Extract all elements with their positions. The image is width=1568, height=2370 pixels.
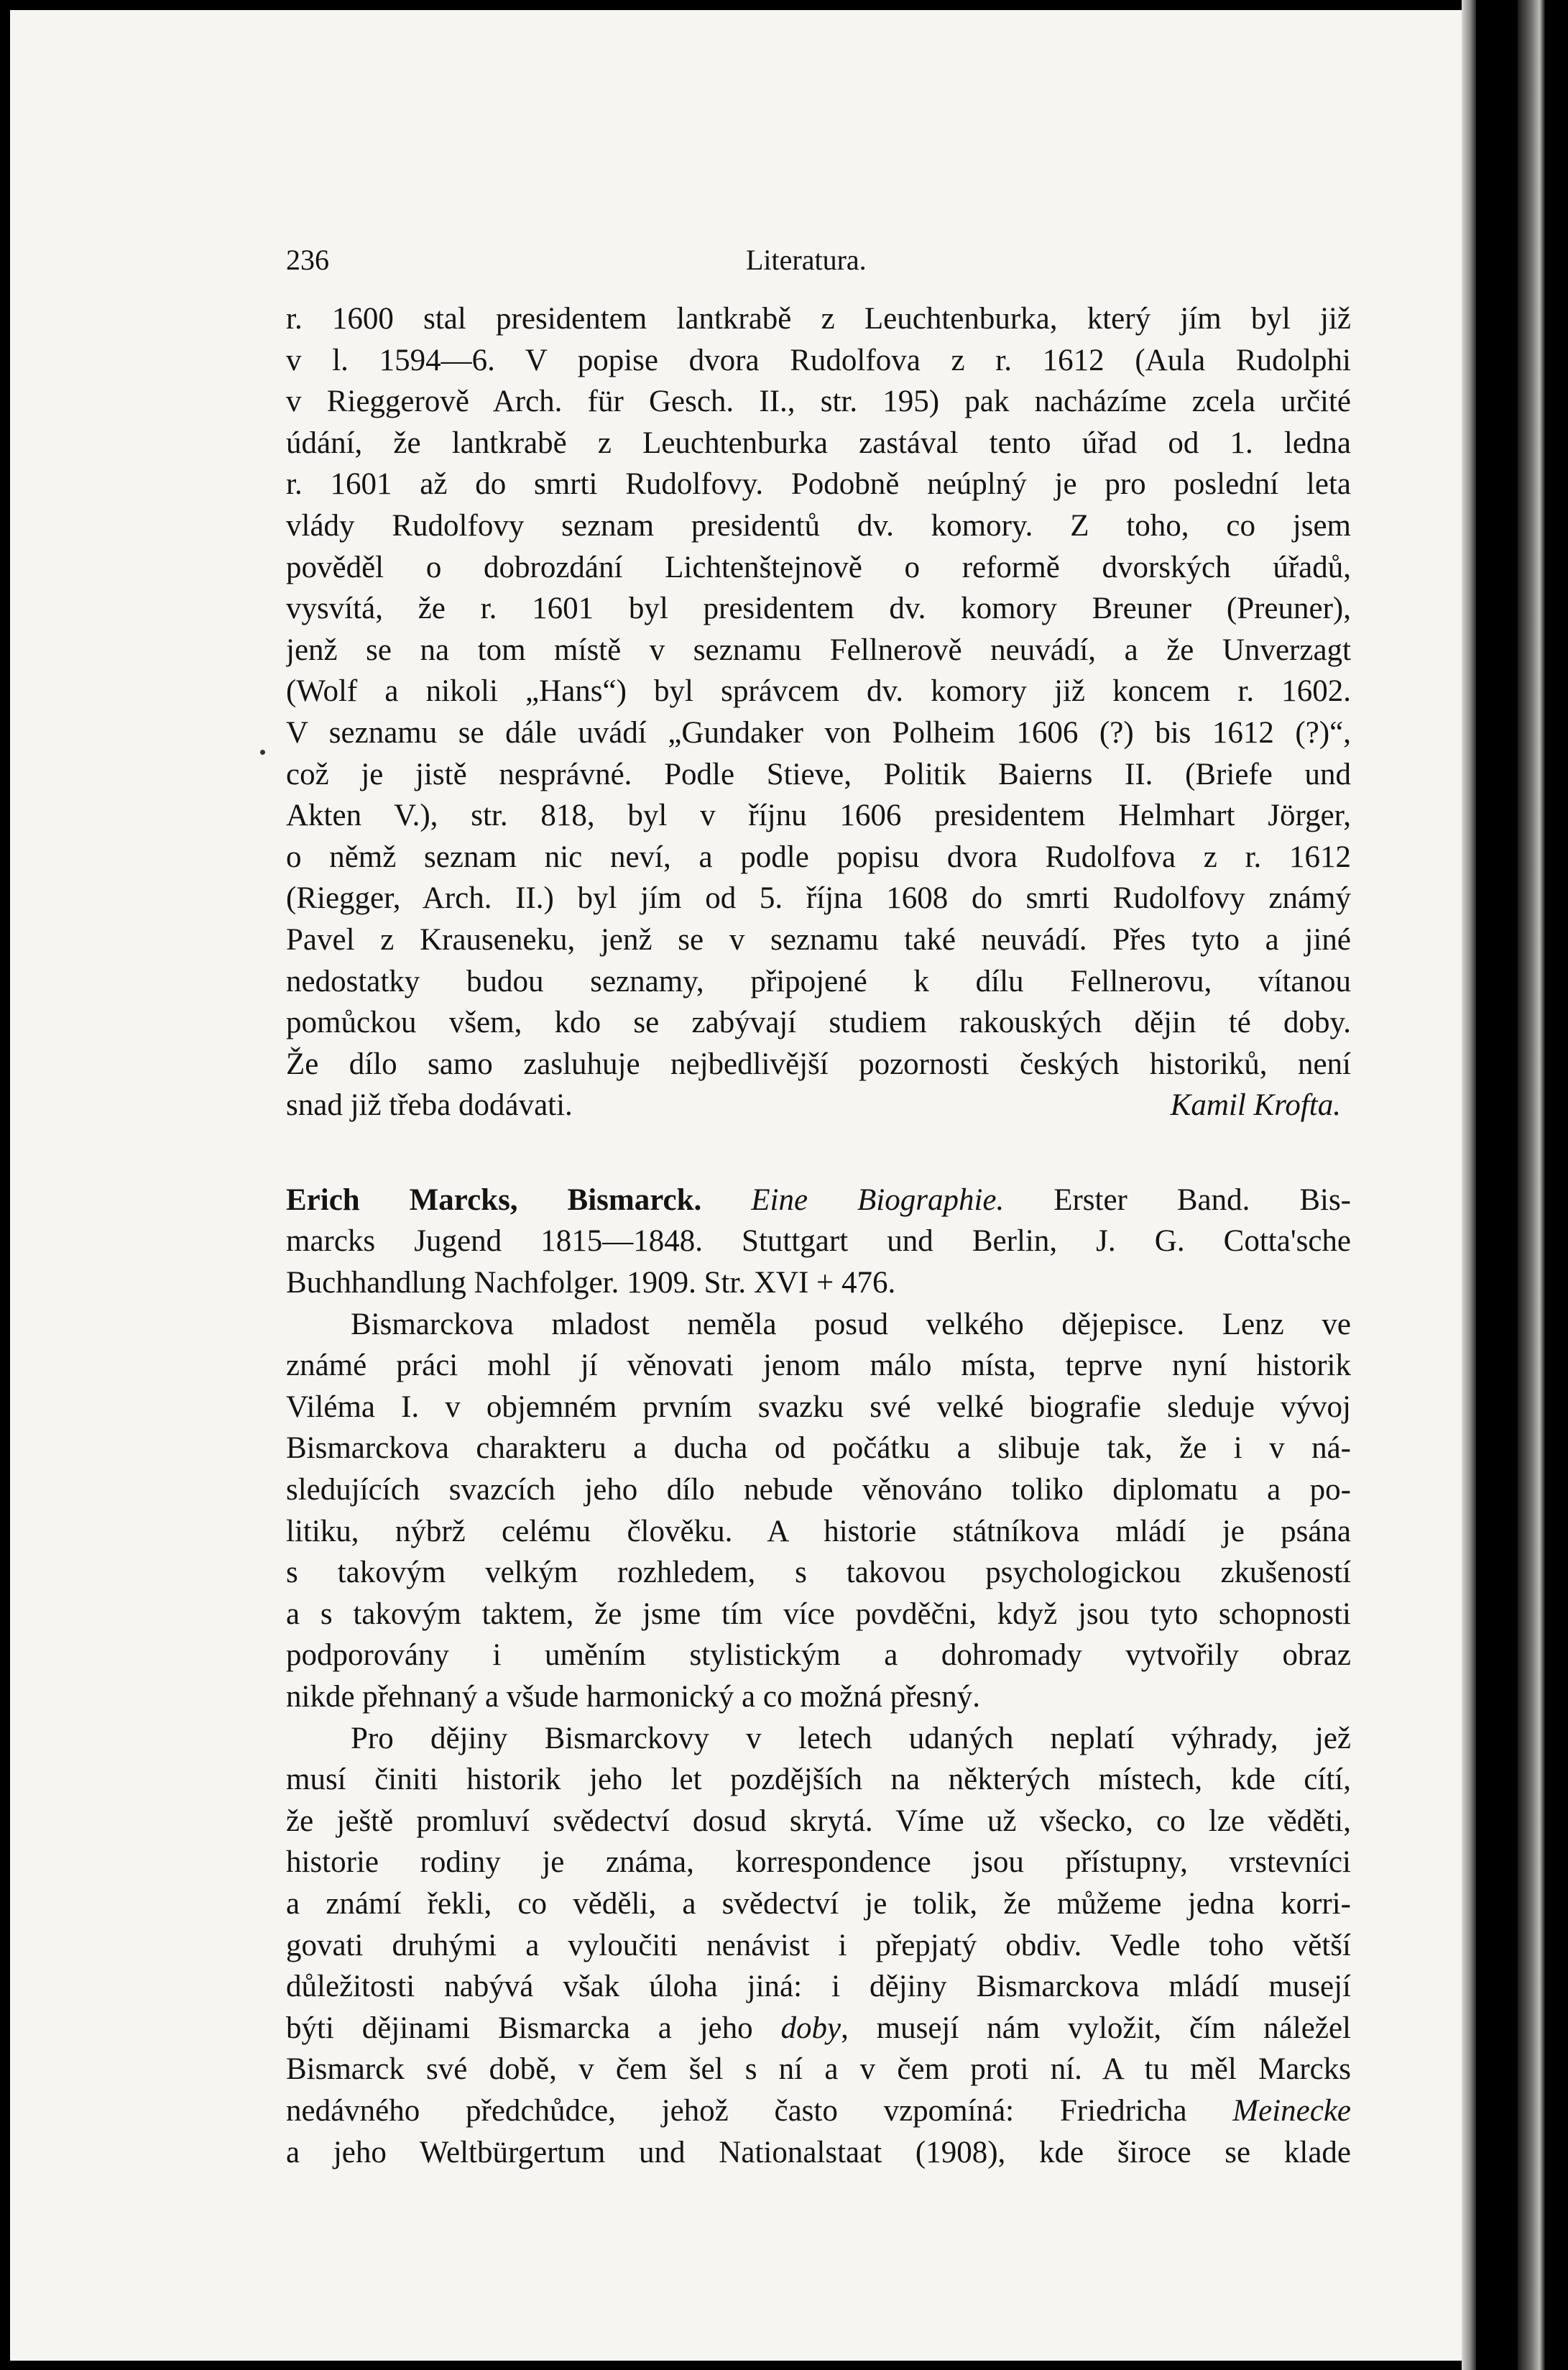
running-title: Literatura. (746, 244, 867, 276)
text-line: r. 1601 až do smrti Rudolfovy. Podobně neúplný je pro poslední leta (286, 467, 1351, 502)
text-line: (Riegger, Arch. II.) byl jím od 5. října 1608 do smrti Rudolfovy známý (286, 881, 1351, 916)
text-line: a s takovým taktem, že jsme tím více povděčni, když jsou tyto schopnosti (286, 1597, 1351, 1631)
signoff-line (286, 1085, 1351, 1126)
text-line: o němž seznam nic neví, a podle popisu dvora Rudolfova z r. 1612 (286, 840, 1351, 874)
text-line: r. 1600 stal presidentem lantkrabě z Leuchtenburka, který jím byl již (286, 302, 1351, 336)
text-fragment: nedávného předchůdce, jehož často vzpomíná: Friedricha (286, 2093, 1233, 2128)
text-line: Že dílo samo zasluhuje nejbedlivější pozornosti českých historiků, není (286, 1047, 1351, 1081)
text-fragment: býti dějinami Bismarcka a jeho (286, 2011, 781, 2045)
text-line: V seznamu se dále uvádí „Gundaker von Polheim 1606 (?) bis 1612 (?)“, (286, 715, 1351, 750)
margin-dot (260, 750, 265, 755)
text-line: (Wolf a nikoli „Hans“) byl správcem dv. komory již koncem r. 1602. (286, 674, 1351, 709)
text-line: Bismarckova charakteru a ducha od počátku a slibuje tak, že i v ná- (286, 1431, 1351, 1466)
text-line: a jeho Weltbürgertum und Nationalstaat (1908), kde široce se klade (286, 2135, 1351, 2169)
text-line: Bismarckova mladost neměla posud velkého dějepisce. Lenz ve (351, 1307, 1351, 1341)
italic-word: doby (780, 2011, 841, 2045)
text-line: litiku, nýbrž celému člověku. A historie státníkova mládí je psána (286, 1514, 1351, 1548)
text-line: Buchhandlung Nachfolger. 1909. Str. XVI + 476. (286, 1266, 896, 1300)
text-line: govati druhými a vyloučiti nenávist i přepjatý obdiv. Vedle toho větší (286, 1928, 1351, 1962)
text-line: snad již třeba dodávati. (286, 1088, 573, 1123)
reviewer-signature: Kamil Krofta. (1170, 1088, 1341, 1123)
text-line (286, 2090, 1351, 2132)
book-volume: Erster Band. Bis- (1053, 1182, 1351, 1217)
text-line: podporovány i uměním stylistickým a dohromady vytvořily obraz (286, 1638, 1351, 1673)
text-line (286, 2008, 1351, 2049)
text-line: důležitosti nabývá však úloha jiná: i dějiny Bismarckova mládí musejí (286, 1970, 1351, 2004)
text-line: pomůckou všem, kdo se zabývají studiem rakouských dějin té doby. (286, 1006, 1351, 1040)
text-line: údání, že lantkrabě z Leuchtenburka zastával tento úřad od 1. ledna (286, 426, 1351, 460)
text-line: Pro dějiny Bismarckovy v letech udaných neplatí výhrady, jež (351, 1721, 1351, 1755)
italic-name: Meinecke (1232, 2093, 1351, 2128)
text-line: historie rodiny je známa, korrespondence jsou přístupny, vrstevníci (286, 1845, 1351, 1880)
book-subtitle: Eine Biographie. (751, 1182, 1005, 1217)
page-edge-shadow (1462, 0, 1476, 2370)
text-line: vlády Rudolfovy seznam presidentů dv. komory. Z toho, co jsem (286, 508, 1351, 543)
text-line: což je jistě nesprávné. Podle Stieve, Politik Baierns II. (Briefe und (286, 757, 1351, 791)
text-fragment: , musejí nám vyložit, čím náležel (841, 2011, 1351, 2045)
text-line: že ještě promluví svědectví dosud skrytá. Víme už všecko, co lze věděti, (286, 1804, 1351, 1838)
text-line: známé práci mohl jí věnovati jenom málo místa, teprve nyní historik (286, 1349, 1351, 1383)
text-line: vysvítá, že r. 1601 byl presidentem dv. komory Breuner (Preuner), (286, 592, 1351, 626)
text-line: musí činiti historik jeho let pozdějších na některých místech, kde cítí, (286, 1763, 1351, 1797)
text-line: sledujících svazcích jeho dílo nebude věnováno toliko diplomatu a po- (286, 1473, 1351, 1507)
text-line: Bismarck své době, v čem šel s ní a v čem proti ní. A tu měl Marcks (286, 2052, 1351, 2087)
review-marcks (286, 1180, 1351, 2173)
book-spine (1518, 0, 1545, 2370)
text-block (286, 298, 1351, 2173)
text-line: Akten V.), str. 818, byl v říjnu 1606 presidentem Helmhart Jörger, (286, 799, 1351, 833)
page-number: 236 (286, 244, 329, 276)
section-gap (286, 1126, 1351, 1180)
text-line: s takovým velkým rozhledem, s takovou psychologickou zkušeností (286, 1556, 1351, 1590)
text-line: nedostatky budou seznamy, připojené k dílu Fellnerovu, vítanou (286, 964, 1351, 998)
text-line: v Rieggerově Arch. für Gesch. II., str. 195) pak nacházíme zcela určité (286, 385, 1351, 419)
text-line: nikde přehnaný a všude harmonický a co možná přesný. (286, 1680, 980, 1714)
text-line: pověděl o dobrozdání Lichtenštejnově o reformě dvorských úřadů, (286, 550, 1351, 584)
text-line: Viléma I. v objemném prvním svazku své velké biografie sleduje vývoj (286, 1390, 1351, 1424)
review-krofta (286, 298, 1351, 1126)
page-header (286, 243, 1350, 286)
text-line: jenž se na tom místě v seznamu Fellnerově neuvádí, a že Unverzagt (286, 633, 1351, 667)
text-line: Pavel z Krauseneku, jenž se v seznamu také neuvádí. Přes tyto a jiné (286, 922, 1351, 957)
text-line: v l. 1594—6. V popise dvora Rudolfova z r. 1612 (Aula Rudolphi (286, 343, 1351, 377)
bibliographic-heading (286, 1180, 1351, 1221)
book-author-title: Erich Marcks, Bismarck. (286, 1182, 702, 1217)
text-line: a známí řekli, co věděli, a svědectví je tolik, že můžeme jedna korri- (286, 1886, 1351, 1921)
text-line: marcks Jugend 1815—1848. Stuttgart und Berlin, J. G. Cotta'sche (286, 1224, 1351, 1259)
